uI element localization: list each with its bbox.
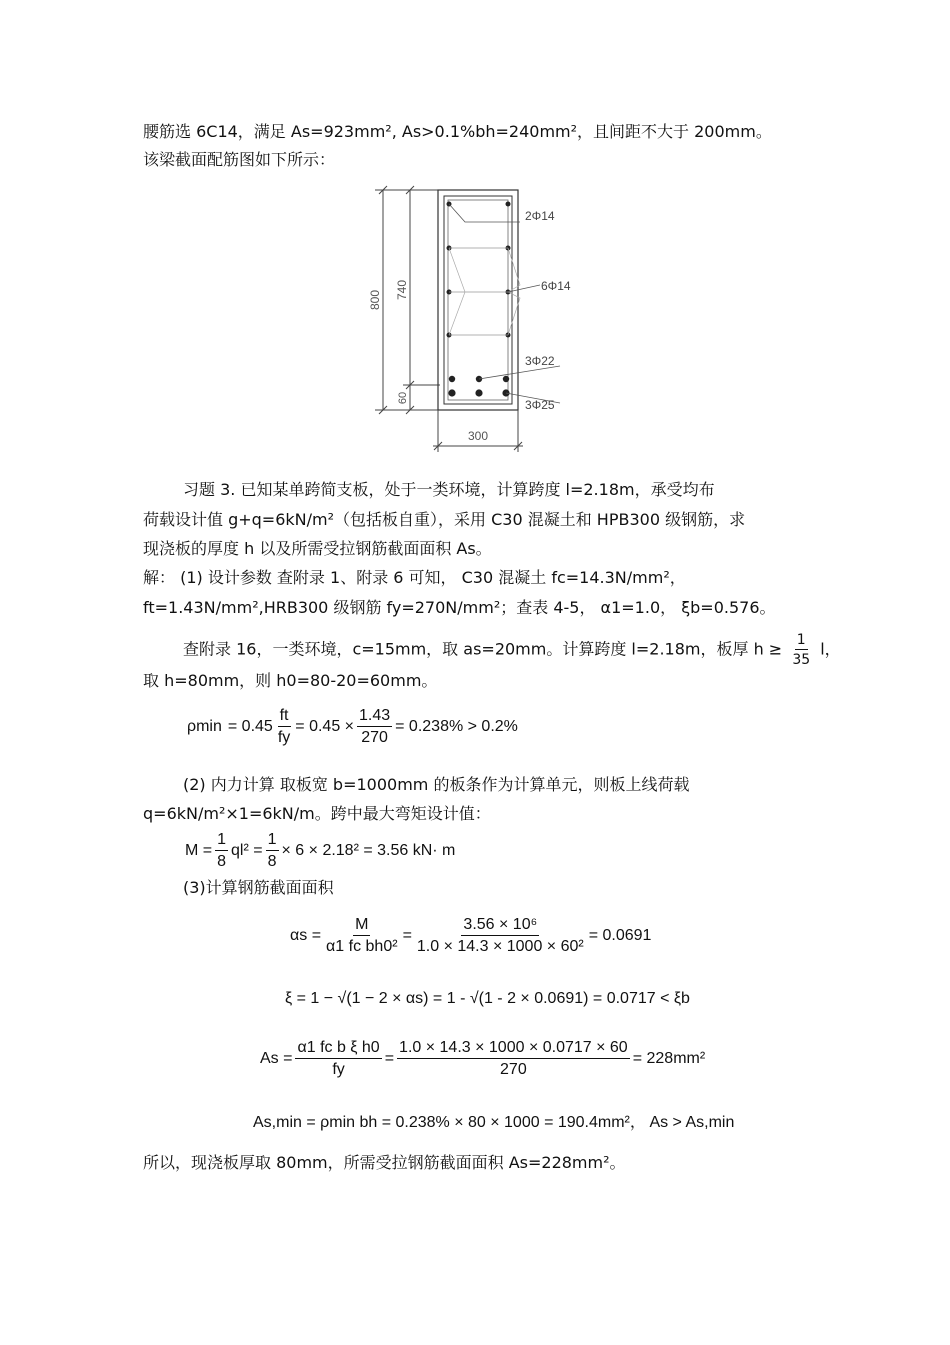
eq-alpha-result: = 0.0691 [588,927,652,944]
eq-m-fraction-2 [266,832,279,870]
eq-rho-num-1: ft [278,708,291,727]
dim-800: 800 [368,289,382,311]
eq-rho-result: = 0.238% > 0.2% [395,718,518,735]
dim-300: 300 [467,429,489,443]
eq-as-num-1: α1 fc b ξ h0 [295,1040,381,1059]
label-mid-bars: 3Φ22 [525,354,555,368]
eq-rho-den-2: 270 [361,729,388,746]
dim-60: 60 [397,391,409,405]
eq-rho-fraction-2 [357,708,392,746]
solution-line-3-text: 查附录 16，一类环境，c=15mm，取 as=20mm。计算跨度 l=2.18m，板厚 h ≥ [183,639,783,659]
eq-alpha-fraction-1 [324,917,400,955]
solution-line-4: 取 h=80mm，则 h0=80-20=60mm。 [143,671,438,690]
label-waist-bars: 6Φ14 [541,279,571,293]
eq-rho-part-2: = 0.45 × [295,718,354,735]
eq-rho-den-1: fy [277,729,291,746]
text-line-2: 该梁截面配筋图如下所示： [143,150,336,169]
equation-xi: ξ = 1 − √(1 − 2 × αs) = 1 - √(1 - 2 × 0.0691) = 0.0717 < ξb [285,990,690,1007]
problem-3-line-2: 荷载设计值 g+q=6kN/m²（包括板自重），采用 C30 混凝土和 HPB300 级钢筋，求 [143,510,746,529]
eq-m-fraction-1 [215,832,228,870]
equation-moment [185,832,455,870]
eq-alpha-lhs: αs = [290,927,322,944]
fraction-denominator: 35 [792,652,811,668]
eq-rho-part-1: = 0.45 [227,718,273,735]
conclusion-line: 所以，现浇板厚取 80mm，所需受拉钢筋截面面积 As=228mm²。 [143,1153,626,1172]
eq-alpha-den-2: 1.0 × 14.3 × 1000 × 60² [416,938,584,955]
eq-m-den-1: 8 [217,853,227,870]
eq-alpha-num-2: 3.56 × 10⁶ [461,917,539,936]
eq-alpha-equals: = [402,927,412,944]
eq-rho-lhs: ρmin [187,718,222,735]
eq-as-lhs: As = [260,1050,293,1067]
solution-line-3-end: l， [820,639,841,659]
eq-rho-fraction-1 [276,708,292,746]
eq-as-fraction-2 [397,1040,630,1078]
eq-as-result: = 228mm² [632,1050,706,1067]
eq-m-num-1: 1 [215,832,228,851]
equation-alpha-s [290,917,651,955]
beam-section-figure [355,180,595,455]
solution-line-5: (2) 内力计算 取板宽 b=1000mm 的板条作为计算单元，则板上线荷载 [183,775,690,794]
equation-as [260,1040,705,1078]
eq-m-num-2: 1 [266,832,279,851]
eq-as-fraction-1 [295,1040,381,1078]
dim-740: 740 [395,279,409,301]
label-top-bars: 2Φ14 [525,209,555,223]
eq-m-part-1: ql² = [231,842,263,859]
eq-m-lhs: M = [185,842,213,859]
eq-alpha-num-1: M [353,917,370,936]
problem-3-line-1: 习题 3. 已知某单跨简支板，处于一类环境，计算跨度 l=2.18m，承受均布 [183,480,715,499]
span-ratio-fraction [790,633,812,667]
eq-as-den-2: 270 [500,1061,527,1078]
eq-as-equals: = [384,1050,395,1067]
problem-3-line-3: 现浇板的厚度 h 以及所需受拉钢筋截面面积 As。 [143,539,492,558]
solution-line-1: 解： (1) 设计参数 查附录 1、附录 6 可知， C30 混凝土 fc=14.3N/mm²， [143,568,686,587]
eq-alpha-fraction-2 [415,917,586,955]
text-line-1: 腰筋选 6C14，满足 As=923mm², As>0.1%bh=240mm²，且间距不大于 200mm。 [143,122,772,141]
eq-m-part-2: × 6 × 2.18² = 3.56 kN· m [281,842,456,859]
eq-as-num-2: 1.0 × 14.3 × 1000 × 0.0717 × 60 [397,1040,630,1059]
eq-as-den-1: fy [332,1061,345,1078]
eq-alpha-den-1: α1 fc bh0² [326,938,398,955]
eq-m-den-2: 8 [267,853,277,870]
solution-line-2: ft=1.43N/mm²,HRB300 级钢筋 fy=270N/mm²；查表 4-5， α1=1.0， ξb=0.576。 [143,598,776,617]
solution-line-3 [183,633,841,667]
fraction-numerator: 1 [796,632,806,648]
label-bottom-bars: 3Φ25 [525,398,555,412]
solution-line-7: (3)计算钢筋截面面积 [183,878,334,897]
equation-rho-min [187,708,518,746]
solution-line-6: q=6kN/m²×1=6kN/m。跨中最大弯矩设计值： [143,804,491,823]
eq-rho-num-2: 1.43 [357,708,392,727]
equation-as-min: As,min = ρmin bh = 0.238% × 80 × 1000 = 190.4mm²， As > As,min [253,1114,735,1131]
